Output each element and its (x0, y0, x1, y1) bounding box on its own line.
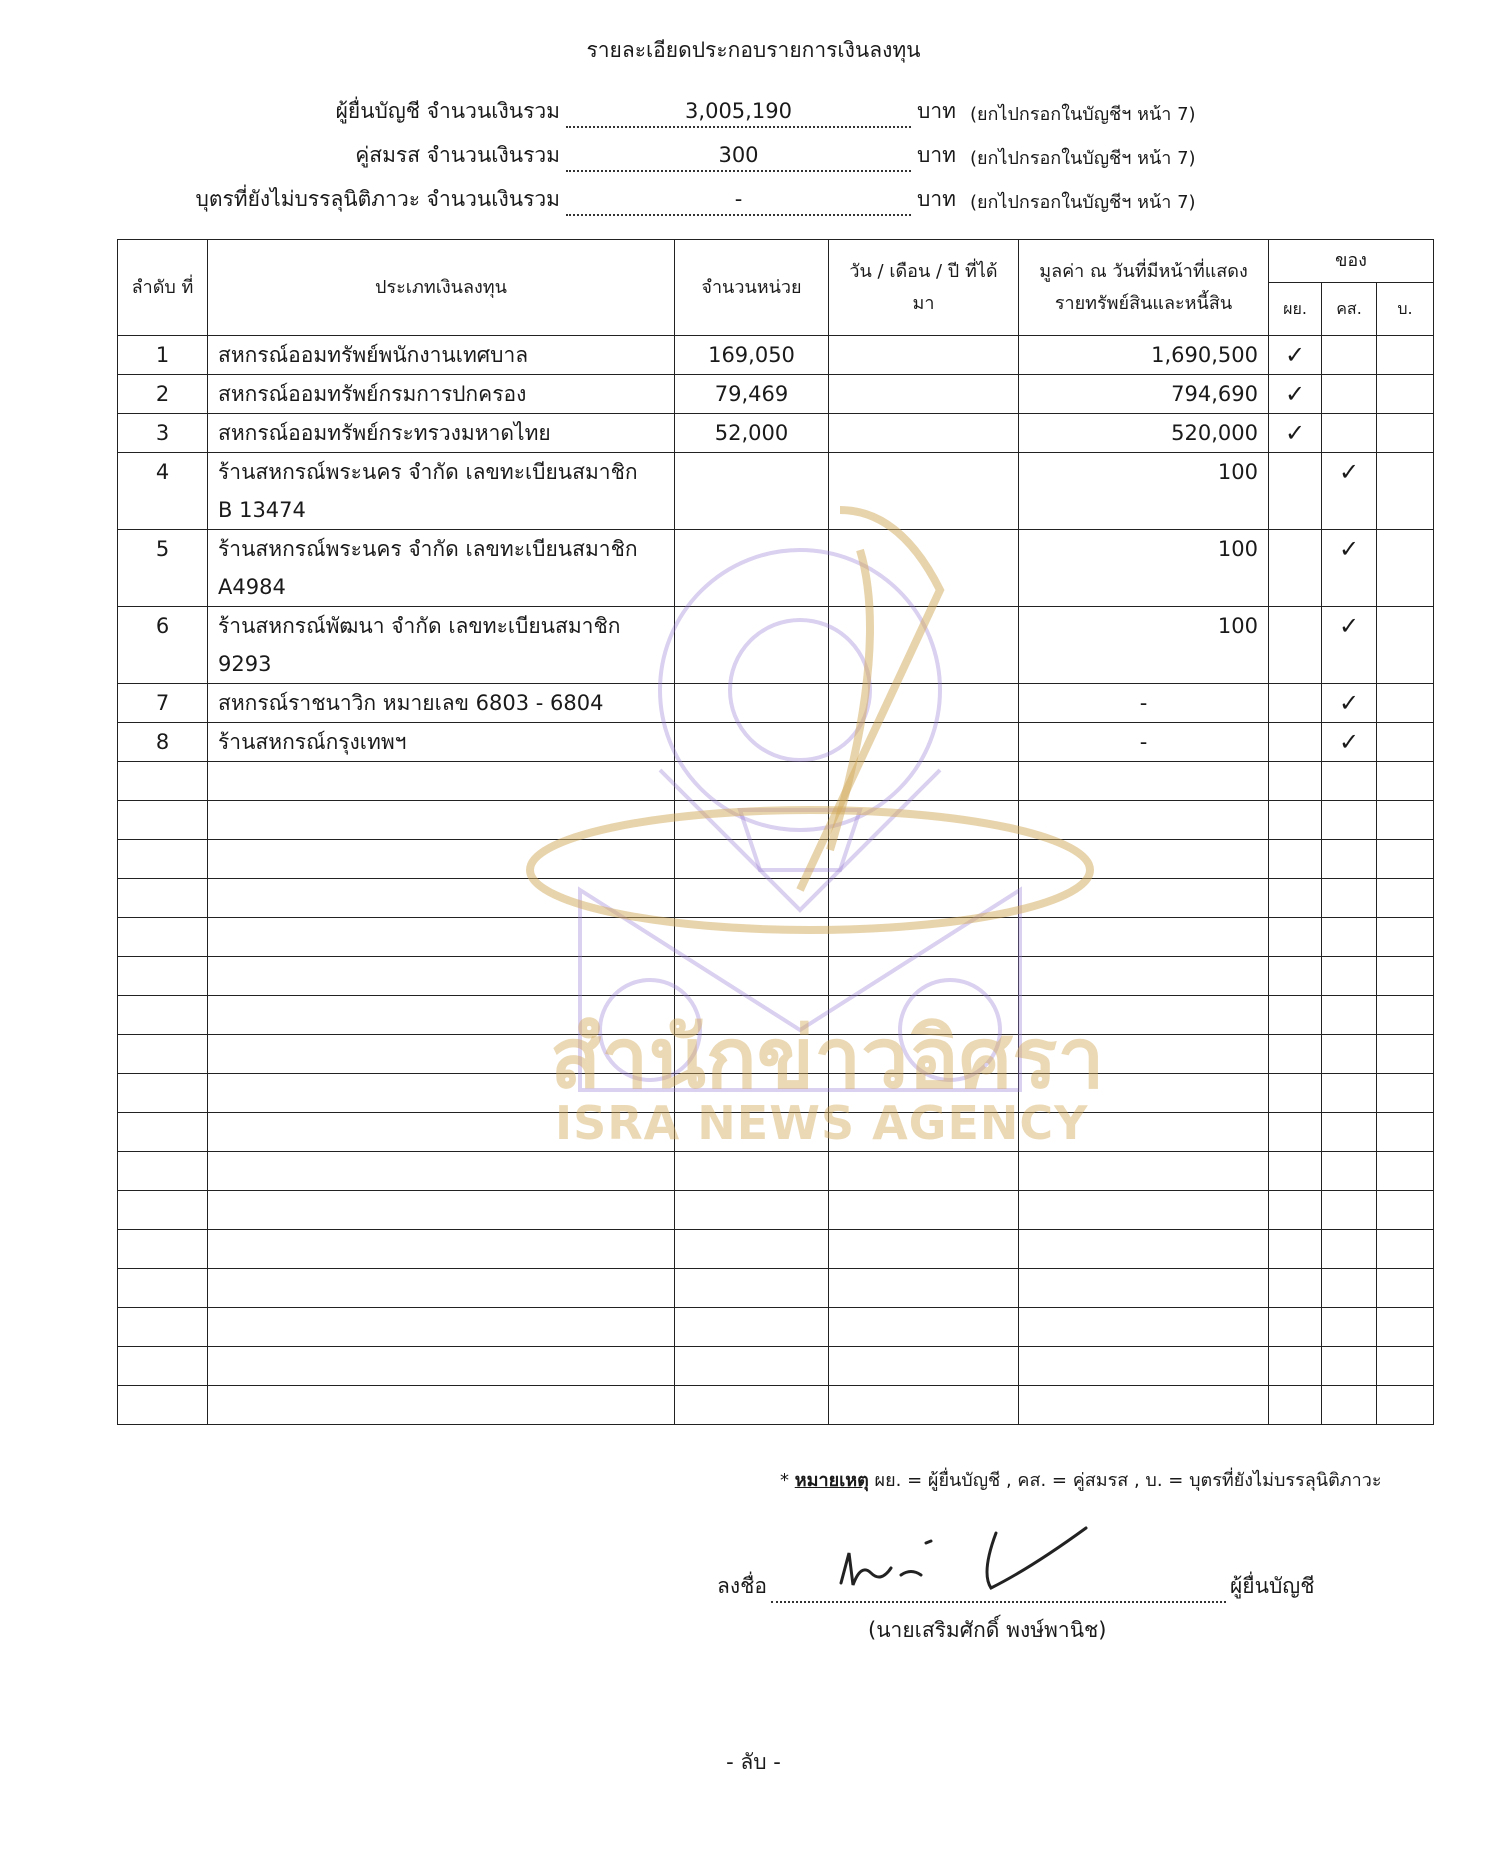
header-date: วัน / เดือน / ปี ที่ได้มา (829, 240, 1019, 336)
row-type (208, 336, 675, 375)
empty-cell (1269, 1386, 1322, 1425)
empty-table-row (118, 840, 1434, 879)
row-seq: 3 (118, 414, 208, 453)
empty-cell (118, 840, 208, 879)
row-owner-spouse (1322, 414, 1377, 453)
empty-cell (1019, 1230, 1269, 1269)
empty-cell (1269, 957, 1322, 996)
row-date (829, 453, 1019, 530)
empty-table-row (118, 1386, 1434, 1425)
header-owner-filer: ผย. (1269, 283, 1322, 336)
row-units (675, 723, 829, 762)
empty-cell (1269, 879, 1322, 918)
handwritten-signature-icon (831, 1513, 1131, 1603)
empty-table-row (118, 879, 1434, 918)
empty-cell (208, 1386, 675, 1425)
row-date (829, 414, 1019, 453)
row-owner-filer: ✓ (1269, 375, 1322, 414)
empty-cell (1269, 1308, 1322, 1347)
table-row (118, 414, 1434, 453)
empty-cell (829, 1308, 1019, 1347)
row-type-line1: ร้านสหกรณ์พัฒนา จำกัด เลขทะเบียนสมาชิก (218, 614, 621, 638)
empty-cell (829, 1386, 1019, 1425)
empty-table-row (118, 1269, 1434, 1308)
empty-cell (675, 1269, 829, 1308)
empty-cell (675, 1191, 829, 1230)
empty-cell (1322, 957, 1377, 996)
row-owner-spouse: ✓ (1322, 607, 1377, 684)
signer-name: (นายเสริมศักดิ์ พงษ์พานิช) (868, 1618, 1107, 1642)
empty-cell (1269, 996, 1322, 1035)
empty-cell (208, 1230, 675, 1269)
empty-cell (675, 762, 829, 801)
empty-cell (208, 879, 675, 918)
row-owner-filer (1269, 684, 1322, 723)
empty-cell (118, 879, 208, 918)
empty-cell (1322, 1074, 1377, 1113)
row-type-line2: B 13474 (218, 498, 306, 522)
empty-cell (208, 918, 675, 957)
row-type-line1: สหกรณ์ออมทรัพย์กระทรวงมหาดไทย (218, 421, 551, 445)
table-row (118, 336, 1434, 375)
summary-unit: บาท (917, 143, 956, 167)
empty-cell (1377, 840, 1434, 879)
row-units (675, 684, 829, 723)
empty-cell (1377, 1386, 1434, 1425)
row-type-line1: ร้านสหกรณ์พระนคร จำกัด เลขทะเบียนสมาชิก (218, 537, 638, 561)
watermark-thai-text: สำนักข่าวอิศรา (550, 1009, 1105, 1107)
row-date (829, 375, 1019, 414)
summary-note: (ยกไปกรอกในบัญชีฯ หน้า 7) (969, 192, 1196, 213)
empty-cell (829, 762, 1019, 801)
row-seq: 4 (118, 453, 208, 530)
empty-cell (1377, 762, 1434, 801)
empty-cell (118, 1035, 208, 1074)
empty-cell (1377, 918, 1434, 957)
empty-cell (675, 1308, 829, 1347)
summary-unit: บาท (917, 99, 956, 123)
row-owner-spouse (1322, 375, 1377, 414)
empty-cell (1269, 1152, 1322, 1191)
row-owner-filer: ✓ (1269, 336, 1322, 375)
empty-cell (1322, 1386, 1377, 1425)
table-row (118, 453, 1434, 530)
row-owner-child (1377, 530, 1434, 607)
row-owner-child (1377, 336, 1434, 375)
summary-note: (ยกไปกรอกในบัญชีฯ หน้า 7) (969, 148, 1196, 169)
empty-cell (1269, 801, 1322, 840)
row-owner-filer (1269, 607, 1322, 684)
row-seq: 6 (118, 607, 208, 684)
row-seq: 7 (118, 684, 208, 723)
empty-cell (675, 840, 829, 879)
empty-cell (1269, 762, 1322, 801)
classification-footer: - ลับ - (726, 1750, 781, 1774)
empty-cell (1019, 1347, 1269, 1386)
summary-spouse (170, 138, 1196, 172)
empty-cell (1322, 1269, 1377, 1308)
empty-cell (1269, 1230, 1322, 1269)
row-units: 169,050 (675, 336, 829, 375)
empty-table-row (118, 1230, 1434, 1269)
table-body (118, 336, 1434, 1425)
empty-cell (1377, 801, 1434, 840)
row-type-line1: สหกรณ์ออมทรัพย์กรมการปกครอง (218, 382, 527, 406)
empty-cell (675, 918, 829, 957)
empty-cell (1322, 879, 1377, 918)
empty-cell (1322, 996, 1377, 1035)
table-row (118, 375, 1434, 414)
empty-cell (1019, 918, 1269, 957)
empty-cell (1377, 1074, 1434, 1113)
empty-cell (208, 1269, 675, 1308)
empty-cell (1377, 996, 1434, 1035)
table-row (118, 684, 1434, 723)
empty-cell (1377, 1269, 1434, 1308)
row-type (208, 684, 675, 723)
row-type-line1: ร้านสหกรณ์กรุงเทพฯ (218, 730, 407, 754)
row-value: 794,690 (1019, 375, 1269, 414)
row-value: 520,000 (1019, 414, 1269, 453)
empty-cell (1019, 1269, 1269, 1308)
empty-table-row (118, 801, 1434, 840)
header-value: มูลค่า ณ วันที่มีหน้าที่แสดง รายทรัพย์สินและหนี้สิน (1019, 240, 1269, 336)
row-units (675, 607, 829, 684)
empty-cell (829, 840, 1019, 879)
row-owner-filer (1269, 530, 1322, 607)
empty-cell (208, 1347, 675, 1386)
row-type-line1: สหกรณ์ราชนาวิก หมายเลข 6803 - 6804 (218, 691, 604, 715)
investment-table (117, 239, 1434, 1425)
empty-cell (1377, 1152, 1434, 1191)
empty-cell (208, 801, 675, 840)
empty-cell (1322, 840, 1377, 879)
row-seq: 5 (118, 530, 208, 607)
empty-cell (118, 918, 208, 957)
empty-cell (829, 879, 1019, 918)
empty-cell (675, 801, 829, 840)
empty-cell (118, 1308, 208, 1347)
row-value: - (1019, 723, 1269, 762)
empty-cell (1377, 957, 1434, 996)
row-units (675, 530, 829, 607)
empty-cell (1322, 762, 1377, 801)
row-date (829, 723, 1019, 762)
empty-cell (829, 1191, 1019, 1230)
empty-cell (1269, 840, 1322, 879)
document-title: รายละเอียดประกอบรายการเงินลงทุน (586, 38, 921, 62)
empty-cell (1377, 1347, 1434, 1386)
row-owner-child (1377, 375, 1434, 414)
empty-cell (118, 1191, 208, 1230)
watermark-english-text: ISRA NEWS AGENCY (555, 1096, 1089, 1150)
signature-row (717, 1570, 1314, 1603)
signature-prefix: ลงชื่อ (717, 1574, 767, 1598)
empty-cell (829, 918, 1019, 957)
header-type: ประเภทเงินลงทุน (208, 240, 675, 336)
row-owner-spouse: ✓ (1322, 530, 1377, 607)
row-value: - (1019, 684, 1269, 723)
summary-label: ผู้ยื่นบัญชี จำนวนเงินรวม (335, 99, 560, 123)
row-type (208, 414, 675, 453)
legend-note (780, 1465, 1382, 1494)
signature-line (771, 1573, 1226, 1603)
legend-star: * (780, 1470, 789, 1491)
header-seq: ลำดับ ที่ (118, 240, 208, 336)
empty-table-row (118, 1152, 1434, 1191)
header-units: จำนวนหน่วย (675, 240, 829, 336)
row-type-line1: สหกรณ์ออมทรัพย์พนักงานเทศบาล (218, 343, 529, 367)
table-row (118, 607, 1434, 684)
row-owner-filer (1269, 723, 1322, 762)
empty-cell (1019, 762, 1269, 801)
empty-cell (829, 801, 1019, 840)
row-type (208, 530, 675, 607)
row-owner-spouse (1322, 336, 1377, 375)
empty-cell (1322, 1308, 1377, 1347)
row-owner-filer (1269, 453, 1322, 530)
row-seq: 2 (118, 375, 208, 414)
empty-cell (829, 1230, 1019, 1269)
summary-note: (ยกไปกรอกในบัญชีฯ หน้า 7) (969, 104, 1196, 125)
empty-cell (118, 1074, 208, 1113)
empty-cell (1019, 1191, 1269, 1230)
empty-cell (118, 1152, 208, 1191)
empty-cell (1377, 1308, 1434, 1347)
summary-value: - (566, 184, 911, 216)
empty-cell (1019, 879, 1269, 918)
empty-cell (1322, 1152, 1377, 1191)
row-value: 100 (1019, 607, 1269, 684)
row-type (208, 375, 675, 414)
empty-cell (208, 1152, 675, 1191)
empty-cell (1269, 1191, 1322, 1230)
empty-cell (1269, 1269, 1322, 1308)
row-units (675, 453, 829, 530)
summary-filer (170, 94, 1196, 128)
empty-cell (1269, 1074, 1322, 1113)
row-value: 100 (1019, 453, 1269, 530)
summary-value: 3,005,190 (566, 96, 911, 128)
row-seq: 8 (118, 723, 208, 762)
legend-text: ผย. = ผู้ยื่นบัญชี , คส. = คู่สมรส , บ. = บุตรที่ยังไม่บรรลุนิติภาวะ (868, 1470, 1382, 1491)
empty-cell (1377, 1191, 1434, 1230)
empty-cell (118, 996, 208, 1035)
empty-table-row (118, 1347, 1434, 1386)
empty-cell (1269, 1035, 1322, 1074)
empty-table-row (118, 918, 1434, 957)
empty-table-row (118, 1308, 1434, 1347)
row-owner-child (1377, 414, 1434, 453)
summary-unit: บาท (917, 187, 956, 211)
empty-cell (118, 1269, 208, 1308)
header-owner-child: บ. (1377, 283, 1434, 336)
empty-cell (118, 801, 208, 840)
row-type-line2: A4984 (218, 575, 286, 599)
empty-cell (118, 1113, 208, 1152)
empty-cell (1269, 1347, 1322, 1386)
empty-cell (1322, 801, 1377, 840)
empty-table-row (118, 762, 1434, 801)
row-value: 100 (1019, 530, 1269, 607)
empty-cell (1019, 1308, 1269, 1347)
empty-cell (1019, 840, 1269, 879)
row-date (829, 530, 1019, 607)
row-type-line1: ร้านสหกรณ์พระนคร จำกัด เลขทะเบียนสมาชิก (218, 460, 638, 484)
empty-cell (208, 1308, 675, 1347)
row-date (829, 684, 1019, 723)
empty-cell (208, 840, 675, 879)
empty-cell (118, 1347, 208, 1386)
empty-cell (118, 1386, 208, 1425)
row-owner-child (1377, 607, 1434, 684)
row-date (829, 607, 1019, 684)
row-seq: 1 (118, 336, 208, 375)
empty-cell (1322, 1191, 1377, 1230)
empty-cell (208, 762, 675, 801)
row-type (208, 723, 675, 762)
empty-cell (1377, 879, 1434, 918)
row-owner-spouse: ✓ (1322, 684, 1377, 723)
empty-table-row (118, 1191, 1434, 1230)
row-owner-filer: ✓ (1269, 414, 1322, 453)
summary-value: 300 (566, 140, 911, 172)
empty-cell (118, 957, 208, 996)
empty-cell (1322, 1113, 1377, 1152)
row-owner-spouse: ✓ (1322, 453, 1377, 530)
empty-cell (1019, 801, 1269, 840)
empty-cell (675, 1386, 829, 1425)
empty-cell (1377, 1230, 1434, 1269)
empty-cell (675, 1347, 829, 1386)
empty-cell (118, 1230, 208, 1269)
table-row (118, 530, 1434, 607)
empty-cell (1322, 1347, 1377, 1386)
empty-cell (208, 1191, 675, 1230)
legend-label: หมายเหตุ (794, 1470, 869, 1491)
empty-cell (1377, 1113, 1434, 1152)
row-type (208, 453, 675, 530)
empty-cell (675, 1152, 829, 1191)
empty-cell (829, 1347, 1019, 1386)
signature-role: ผู้ยื่นบัญชี (1230, 1574, 1315, 1598)
empty-cell (675, 879, 829, 918)
header-owner: ของ (1269, 240, 1434, 283)
summary-child (170, 182, 1196, 216)
empty-cell (829, 1269, 1019, 1308)
empty-cell (1322, 918, 1377, 957)
summary-label: บุตรที่ยังไม่บรรลุนิติภาวะ จำนวนเงินรวม (195, 187, 560, 211)
empty-cell (1269, 918, 1322, 957)
row-date (829, 336, 1019, 375)
row-units: 79,469 (675, 375, 829, 414)
empty-cell (675, 1230, 829, 1269)
row-type-line2: 9293 (218, 652, 272, 676)
row-owner-spouse: ✓ (1322, 723, 1377, 762)
empty-cell (829, 1152, 1019, 1191)
empty-cell (1019, 1386, 1269, 1425)
table-row (118, 723, 1434, 762)
empty-cell (118, 762, 208, 801)
header-owner-spouse: คส. (1322, 283, 1377, 336)
row-owner-child (1377, 453, 1434, 530)
row-owner-child (1377, 723, 1434, 762)
row-value: 1,690,500 (1019, 336, 1269, 375)
empty-cell (1019, 1152, 1269, 1191)
row-type (208, 607, 675, 684)
empty-cell (1322, 1035, 1377, 1074)
row-units: 52,000 (675, 414, 829, 453)
empty-cell (1377, 1035, 1434, 1074)
summary-label: คู่สมรส จำนวนเงินรวม (355, 143, 560, 167)
empty-cell (1269, 1113, 1322, 1152)
empty-cell (1322, 1230, 1377, 1269)
row-owner-child (1377, 684, 1434, 723)
